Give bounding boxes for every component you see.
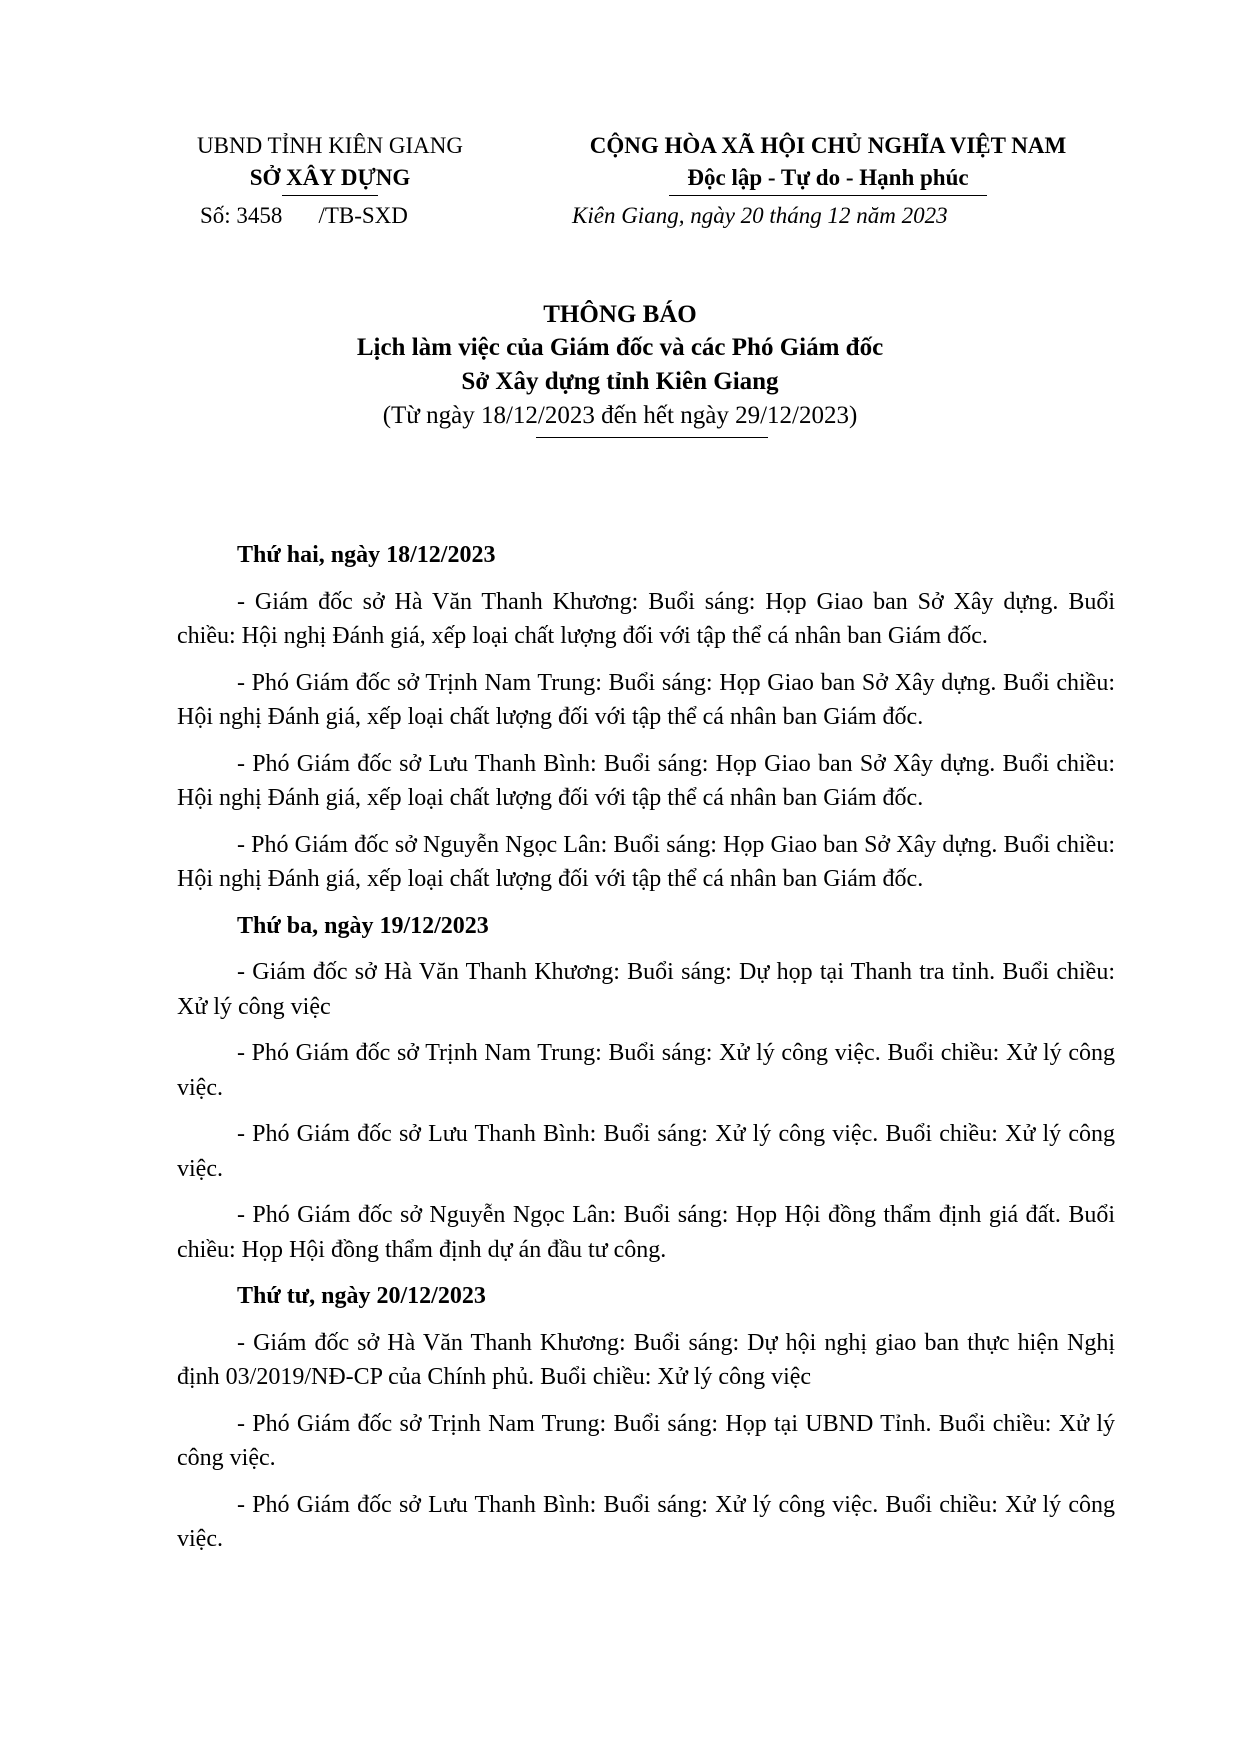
motto-underline	[669, 195, 987, 196]
notice-title-block	[200, 298, 1040, 438]
department-name: SỞ XÂY DỰNG	[249, 165, 411, 190]
document-number-suffix: /TB-SXD	[318, 203, 408, 228]
title-underline	[536, 437, 768, 438]
notice-heading: THÔNG BÁO	[543, 301, 697, 328]
schedule-item: - Phó Giám đốc sở Nguyễn Ngọc Lân: Buổi sáng: Họp Hội đồng thẩm định giá đất. Buổi chiều: Họp Hội đồng thẩm định dự án đầu tư công.	[177, 1202, 1115, 1263]
document-number-prefix: Số: 3458	[200, 203, 283, 228]
schedule-body	[177, 538, 1115, 1569]
schedule-item: - Phó Giám đốc sở Lưu Thanh Bình: Buổi sáng: Xử lý công việc. Buổi chiều: Xử lý công việc.	[177, 1121, 1115, 1182]
agency-name: UBND TỈNH KIÊN GIANG	[197, 133, 463, 158]
department-underline	[282, 195, 378, 196]
notice-period: (Từ ngày 18/12/2023 đến hết ngày 29/12/2023)	[382, 402, 858, 429]
schedule-item: - Phó Giám đốc sở Trịnh Nam Trung: Buổi sáng: Họp Giao ban Sở Xây dựng. Buổi chiều: Hội nghị Đánh giá, xếp loại chất lượng đối với tập thể cá nhân ban Giám đốc.	[177, 669, 1115, 730]
schedule-item: - Giám đốc sở Hà Văn Thanh Khương: Buổi sáng: Dự hội nghị giao ban thực hiện Nghị định 03/2019/NĐ-CP của Chính phủ. Buổi chiều: Xử lý công việc	[177, 1329, 1115, 1390]
schedule-item: - Giám đốc sở Hà Văn Thanh Khương: Buổi sáng: Họp Giao ban Sở Xây dựng. Buổi chiều: Hội nghị Đánh giá, xếp loại chất lượng đối với tập thể cá nhân ban Giám đốc.	[177, 588, 1115, 649]
schedule-item: - Phó Giám đốc sở Nguyễn Ngọc Lân: Buổi sáng: Họp Giao ban Sở Xây dựng. Buổi chiều: Hội nghị Đánh giá, xếp loại chất lượng đối với tập thể cá nhân ban Giám đốc.	[177, 831, 1115, 892]
document-number	[200, 203, 408, 229]
schedule-item: - Phó Giám đốc sở Trịnh Nam Trung: Buổi sáng: Họp tại UBND Tỉnh. Buổi chiều: Xử lý công việc.	[177, 1410, 1115, 1471]
day-heading: Thứ hai, ngày 18/12/2023	[237, 542, 496, 568]
day-heading: Thứ tư, ngày 20/12/2023	[237, 1283, 486, 1309]
schedule-item: - Giám đốc sở Hà Văn Thanh Khương: Buổi sáng: Dự họp tại Thanh tra tỉnh. Buổi chiều: Xử lý công việc	[177, 959, 1115, 1020]
schedule-item: - Phó Giám đốc sở Lưu Thanh Bình: Buổi sáng: Xử lý công việc. Buổi chiều: Xử lý công việc.	[177, 1491, 1115, 1552]
schedule-item: - Phó Giám đốc sở Trịnh Nam Trung: Buổi sáng: Xử lý công việc. Buổi chiều: Xử lý công việc.	[177, 1040, 1115, 1101]
country-name: CỘNG HÒA XÃ HỘI CHỦ NGHĨA VIỆT NAM	[589, 133, 1067, 158]
day-heading: Thứ ba, ngày 19/12/2023	[237, 912, 489, 939]
schedule-item: - Phó Giám đốc sở Lưu Thanh Bình: Buổi sáng: Họp Giao ban Sở Xây dựng. Buổi chiều: Hội nghị Đánh giá, xếp loại chất lượng đối với tập thể cá nhân ban Giám đốc.	[177, 750, 1115, 811]
issuer-block	[170, 130, 490, 196]
day-section	[177, 538, 1115, 897]
notice-subject-line-1: Lịch làm việc của Giám đốc và các Phó Giám đốc	[356, 334, 884, 361]
national-heading-block	[548, 130, 1108, 196]
place-date: Kiên Giang, ngày 20 tháng 12 năm 2023	[572, 203, 948, 228]
notice-subject-line-2: Sở Xây dựng tỉnh Kiên Giang	[461, 368, 779, 395]
day-section	[177, 1279, 1115, 1557]
national-motto: Độc lập - Tự do - Hạnh phúc	[687, 165, 969, 190]
day-section	[177, 909, 1115, 1268]
